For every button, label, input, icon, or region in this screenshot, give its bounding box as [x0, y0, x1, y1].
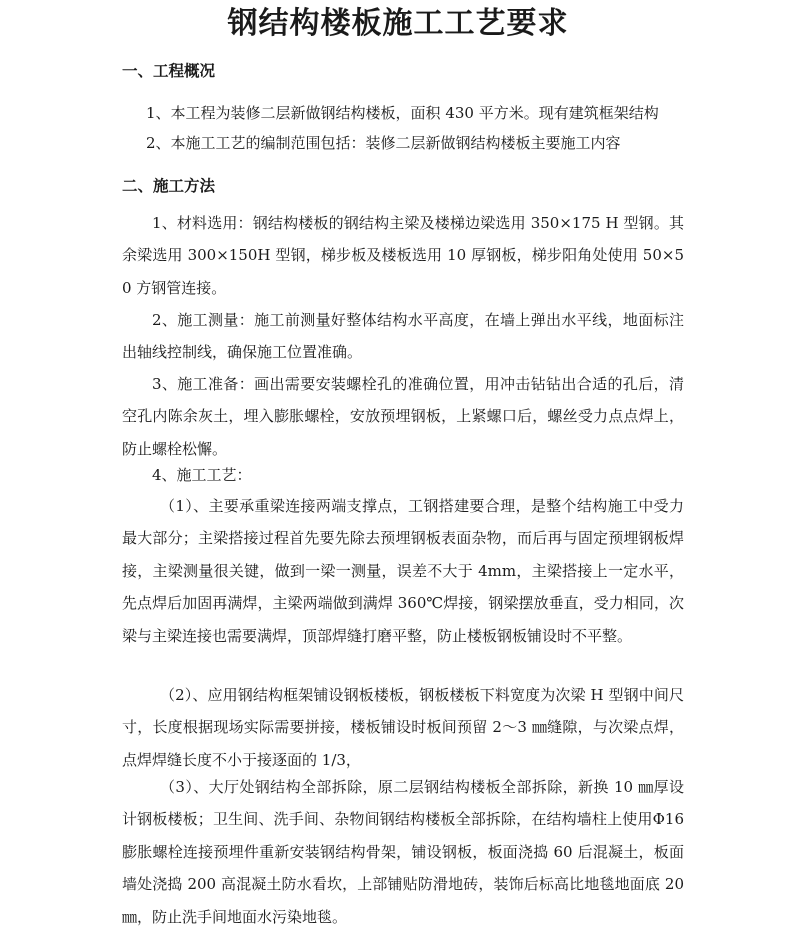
paragraph-process-3: （3）、大厅处钢结构全部拆除，原二层钢结构楼板全部拆除，新换 10 ㎜厚设计钢板楼板；卫生间、洗手间、杂物间钢结构楼板全部拆除，在结构墙柱上使用Φ16 膨胀螺栓连接预埋件重新安装钢结构骨架，铺设钢板，板面浇捣 60 后混凝土，板面墙处浇捣 200 高混凝土防水看坎，上部铺贴防滑地砖，装饰后标高比地毯地面底 20 ㎜，防止洗手间地面水污染地毯。	[122, 778, 684, 926]
paragraph-preparation: 3、施工准备：画出需要安装螺栓孔的准确位置，用冲击钻钻出合适的孔后，清空孔内陈余灰土，埋入膨胀螺栓，安放预埋钢板，上紧螺口后，螺丝受力点点焊上，防止螺栓松懈。	[122, 375, 684, 458]
paragraph-process-heading: 4、施工工艺：	[152, 466, 252, 484]
document-title: 钢结构楼板施工工艺要求	[227, 6, 569, 41]
overview-item-2: 2、本施工工艺的编制范围包括：装修二层新做钢结构楼板主要施工内容	[146, 134, 621, 152]
paragraph-process-1: （1）、主要承重梁连接两端支撑点，工钢搭建要合理，是整个结构施工中受力最大部分；主梁搭接过程首先要先除去预埋钢板表面杂物，而后再与固定预埋钢板焊接，主梁测量很关键，做到一梁一测量，误差不大于 4mm，主梁搭接上一定水平，先点焊后加固再满焊，主梁两端做到满焊 360℃焊接，钢梁摆放垂直，受力相同，次梁与主梁连接也需要满焊，顶部焊缝打磨平整，防止楼板钢板铺设时不平整。	[122, 497, 684, 645]
overview-item-1: 1、本工程为装修二层新做钢结构楼板，面积 430 平方米。现有建筑框架结构	[146, 104, 659, 122]
paragraph-process-2: （2）、应用钢结构框架铺设钢板楼板，钢板楼板下料宽度为次梁 H 型钢中间尺寸，长度根据现场实际需要拼接，楼板铺设时板间预留 2～3 ㎜缝隙，与次梁点焊，点焊焊缝长度不小于接逐面的 1/3，	[122, 686, 684, 769]
paragraph-materials: 1、材料选用：钢结构楼板的钢结构主梁及楼梯边梁选用 350×175 H 型钢。其余梁选用 300×150H 型钢，梯步板及楼板选用 10 厚钢板，梯步阳角处使用 50×50 方钢管连接。	[122, 214, 684, 297]
section-heading-overview: 一、工程概况	[122, 62, 216, 80]
paragraph-survey: 2、施工测量：施工前测量好整体结构水平高度，在墙上弹出水平线，地面标注出轴线控制线，确保施工位置准确。	[122, 311, 684, 362]
section-heading-method: 二、施工方法	[122, 177, 216, 195]
